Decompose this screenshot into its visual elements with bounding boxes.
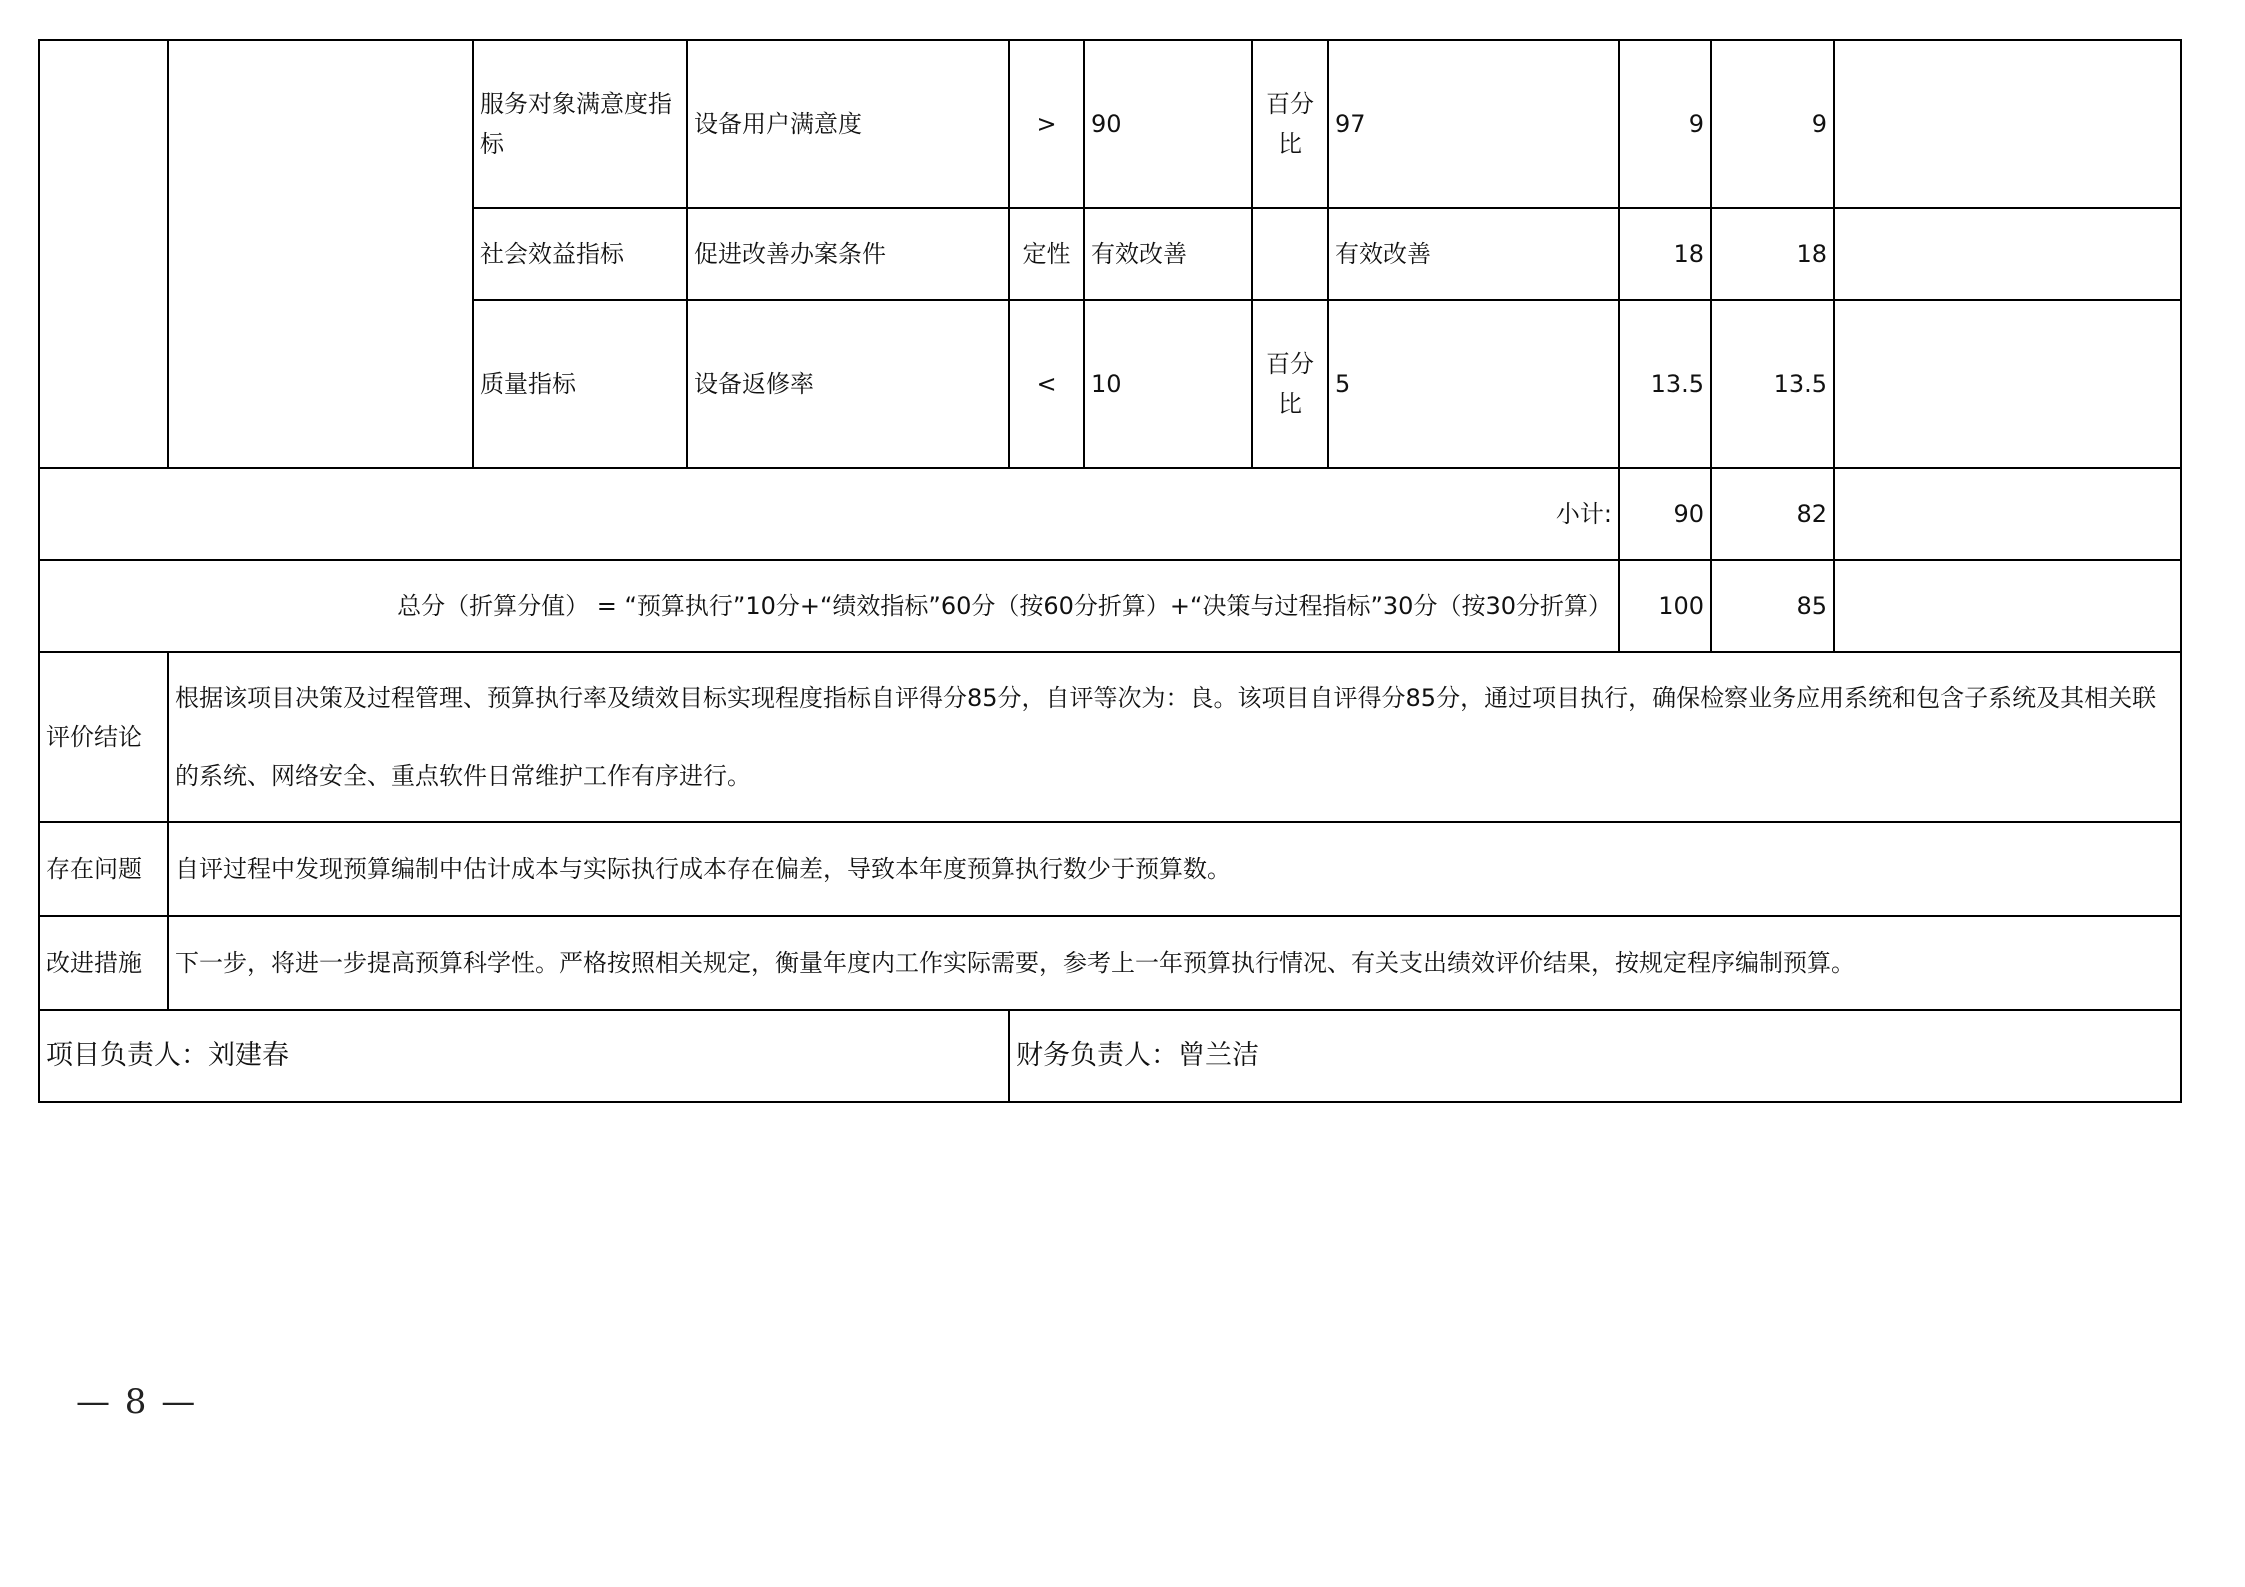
subtotal-remark xyxy=(1834,468,2181,560)
indicator-actual: 97 xyxy=(1328,40,1619,208)
category-cell-level1 xyxy=(39,40,168,468)
indicator-operator: > xyxy=(1009,40,1084,208)
measures-row xyxy=(39,916,2181,1010)
total-remark xyxy=(1834,560,2181,652)
issues-row xyxy=(39,822,2181,916)
indicator-unit: 百分比 xyxy=(1252,40,1328,208)
measures-text: 下一步，将进一步提高预算科学性。严格按照相关规定，衡量年度内工作实际需要，参考上一年预算执行情况、有关支出绩效评价结果，按规定程序编制预算。 xyxy=(168,916,2181,1010)
total-weight: 100 xyxy=(1619,560,1711,652)
subtotal-score: 82 xyxy=(1711,468,1834,560)
issues-text: 自评过程中发现预算编制中估计成本与实际执行成本存在偏差，导致本年度预算执行数少于预算数。 xyxy=(168,822,2181,916)
indicator-weight: 18 xyxy=(1619,208,1711,300)
indicator-operator: 定性 xyxy=(1009,208,1084,300)
indicator-target: 有效改善 xyxy=(1084,208,1252,300)
signature-row xyxy=(39,1010,2181,1102)
indicator-subtype: 质量指标 xyxy=(473,300,687,468)
table-row xyxy=(39,40,2181,208)
indicator-score: 13.5 xyxy=(1711,300,1834,468)
page-number: — 8 — xyxy=(76,1382,198,1422)
category-cell-level2 xyxy=(168,40,473,468)
indicator-actual: 有效改善 xyxy=(1328,208,1619,300)
indicator-subtype: 服务对象满意度指标 xyxy=(473,40,687,208)
total-score: 85 xyxy=(1711,560,1834,652)
indicator-name: 设备返修率 xyxy=(687,300,1009,468)
indicator-operator: < xyxy=(1009,300,1084,468)
finance-lead-signature: 财务负责人：曾兰洁 xyxy=(1009,1010,2181,1102)
project-lead-signature: 项目负责人：刘建春 xyxy=(39,1010,1009,1102)
total-label: 总分（折算分值） = “预算执行”10分+“绩效指标”60分（按60分折算）+“决策与过程指标”30分（按30分折算） xyxy=(39,560,1619,652)
indicator-subtype: 社会效益指标 xyxy=(473,208,687,300)
indicator-score: 9 xyxy=(1711,40,1834,208)
indicator-target: 90 xyxy=(1084,40,1252,208)
issues-label: 存在问题 xyxy=(39,822,168,916)
indicator-actual: 5 xyxy=(1328,300,1619,468)
indicator-remark xyxy=(1834,208,2181,300)
subtotal-weight: 90 xyxy=(1619,468,1711,560)
total-row xyxy=(39,560,2181,652)
indicator-unit xyxy=(1252,208,1328,300)
conclusion-row xyxy=(39,652,2181,822)
indicator-name: 促进改善办案条件 xyxy=(687,208,1009,300)
indicator-target: 10 xyxy=(1084,300,1252,468)
indicator-weight: 13.5 xyxy=(1619,300,1711,468)
conclusion-label: 评价结论 xyxy=(39,652,168,822)
subtotal-label: 小计: xyxy=(39,468,1619,560)
indicator-weight: 9 xyxy=(1619,40,1711,208)
indicator-remark xyxy=(1834,40,2181,208)
measures-label: 改进措施 xyxy=(39,916,168,1010)
performance-evaluation-table xyxy=(38,39,2182,1103)
indicator-name: 设备用户满意度 xyxy=(687,40,1009,208)
indicator-score: 18 xyxy=(1711,208,1834,300)
conclusion-text: 根据该项目决策及过程管理、预算执行率及绩效目标实现程度指标自评得分85分，自评等次为：良。该项目自评得分85分，通过项目执行，确保检察业务应用系统和包含子系统及其相关联的系统、网络安全、重点软件日常维护工作有序进行。 xyxy=(168,652,2181,822)
subtotal-row xyxy=(39,468,2181,560)
indicator-remark xyxy=(1834,300,2181,468)
indicator-unit: 百分比 xyxy=(1252,300,1328,468)
